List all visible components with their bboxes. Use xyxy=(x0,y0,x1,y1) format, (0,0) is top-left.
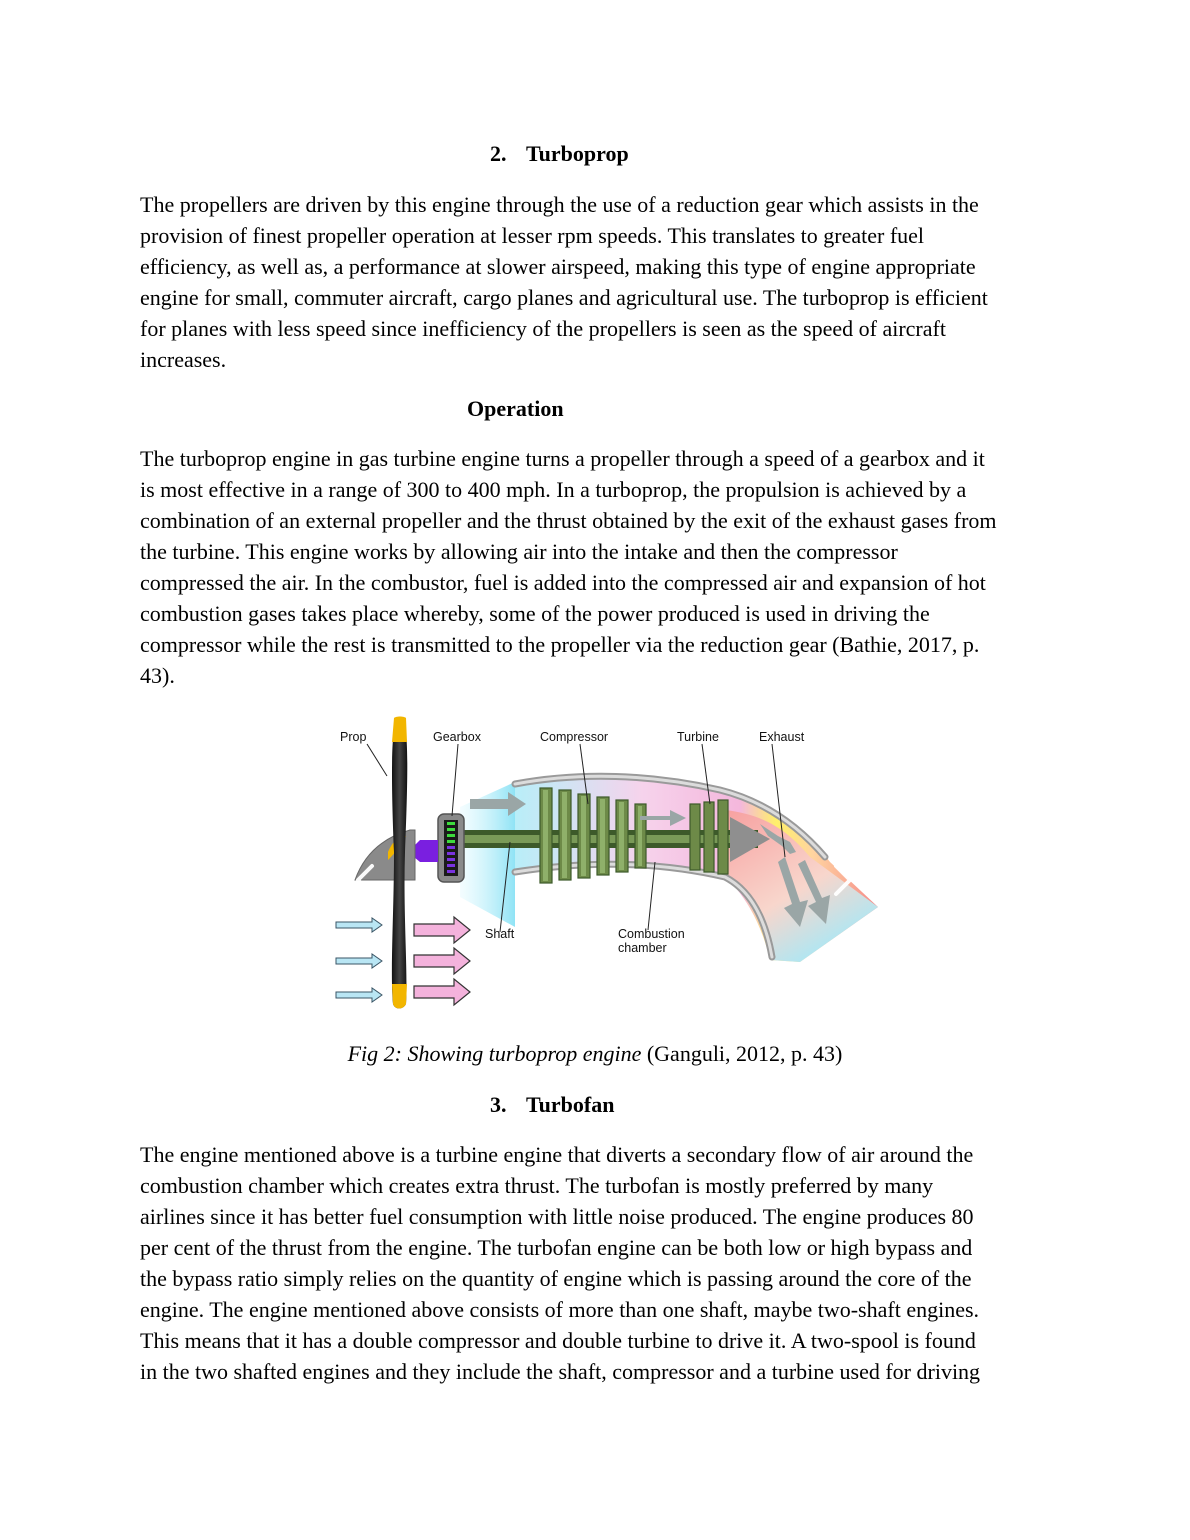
turbine-stages xyxy=(690,800,728,874)
label-combustion: Combustion xyxy=(618,927,685,941)
paragraph-line: compressed the air. In the combustor, fuel is added into the compressed air and expansion of hot xyxy=(140,570,986,595)
paragraph-line: is most effective in a range of 300 to 400 mph. In a turboprop, the propulsion is achieved by a xyxy=(140,477,967,502)
paragraph-line: This means that it has a double compressor and double turbine to drive it. A two-spool is found xyxy=(140,1328,976,1353)
paragraph-line: airlines since it has better fuel consumption with little noise produced. The engine produces 80 xyxy=(140,1204,974,1229)
section-3-title: Turbofan xyxy=(526,1092,615,1117)
label-exhaust: Exhaust xyxy=(759,730,805,744)
label-compressor: Compressor xyxy=(540,730,609,744)
paragraph-line: The turboprop engine in gas turbine engine turns a propeller through a speed of a gearbox and it xyxy=(140,446,985,471)
label-gearbox: Gearbox xyxy=(433,730,481,744)
operation-heading: Operation xyxy=(467,396,564,421)
prop-tip-bottom xyxy=(392,984,407,1009)
turboprop-engine-figure xyxy=(330,712,880,1012)
paragraph-line: engine. The engine mentioned above consists of more than one shaft, maybe two-shaft engines. xyxy=(140,1297,980,1322)
section-2-heading xyxy=(490,140,629,168)
paragraph-line: for planes with less speed since inefficiency of the propellers is seen as the speed of aircraft xyxy=(140,316,946,341)
paragraph-line: increases. xyxy=(140,347,227,372)
paragraph-line: provision of finest propeller operation at lesser rpm speeds. This translates to greater fuel xyxy=(140,223,925,248)
paragraph-line: the turbine. This engine works by allowing air into the intake and then the compressor xyxy=(140,539,898,564)
label-chamber: chamber xyxy=(618,941,667,955)
paragraph-line: engine for small, commuter aircraft, cargo planes and agricultural use. The turboprop is efficient xyxy=(140,285,988,310)
figure-caption xyxy=(0,1040,1190,1068)
paragraph-line: efficiency, as well as, a performance at slower airspeed, making this type of engine appropriate xyxy=(140,254,976,279)
paragraph-line: combustion chamber which creates extra thrust. The turbofan is mostly preferred by many xyxy=(140,1173,934,1198)
label-prop: Prop xyxy=(340,730,367,744)
turboprop-diagram xyxy=(330,712,880,1012)
operation-paragraph xyxy=(140,443,1055,691)
caption-citation: (Ganguli, 2012, p. 43) xyxy=(641,1041,843,1066)
paragraph-line: combination of an external propeller and the thrust obtained by the exit of the exhaust gases from xyxy=(140,508,997,533)
paragraph-line: The propellers are driven by this engine through the use of a reduction gear which assists in the xyxy=(140,192,979,217)
paragraph-line: The engine mentioned above is a turbine engine that diverts a secondary flow of air around the xyxy=(140,1142,974,1167)
thrust-arrows xyxy=(414,917,470,1005)
paragraph-line: the bypass ratio simply relies on the quantity of engine which is passing around the core of the xyxy=(140,1266,972,1291)
label-turbine: Turbine xyxy=(677,730,719,744)
gearbox-teeth xyxy=(447,822,455,873)
incoming-air-arrows xyxy=(336,918,382,1002)
paragraph-line: combustion gases takes place whereby, some of the power produced is used in driving the xyxy=(140,601,930,626)
section-3-number: 3. xyxy=(490,1092,507,1117)
caption-title: Fig 2: Showing turboprop engine xyxy=(347,1041,642,1066)
section-3-heading xyxy=(490,1091,614,1119)
paragraph-line: 43). xyxy=(140,663,175,688)
paragraph-line: in the two shafted engines and they include the shaft, compressor and a turbine used for driving xyxy=(140,1359,981,1384)
section-2-number: 2. xyxy=(490,141,507,166)
turboprop-paragraph xyxy=(140,189,1055,375)
label-shaft: Shaft xyxy=(485,927,515,941)
turbofan-paragraph xyxy=(140,1139,1055,1387)
section-2-title: Turboprop xyxy=(526,141,629,166)
prop-tip-top xyxy=(392,717,407,743)
paragraph-line: compressor while the rest is transmitted to the propeller via the reduction gear (Bathie, 2017, p. xyxy=(140,632,980,657)
paragraph-line: per cent of the thrust from the engine. The turbofan engine can be both low or high bypass and xyxy=(140,1235,973,1260)
